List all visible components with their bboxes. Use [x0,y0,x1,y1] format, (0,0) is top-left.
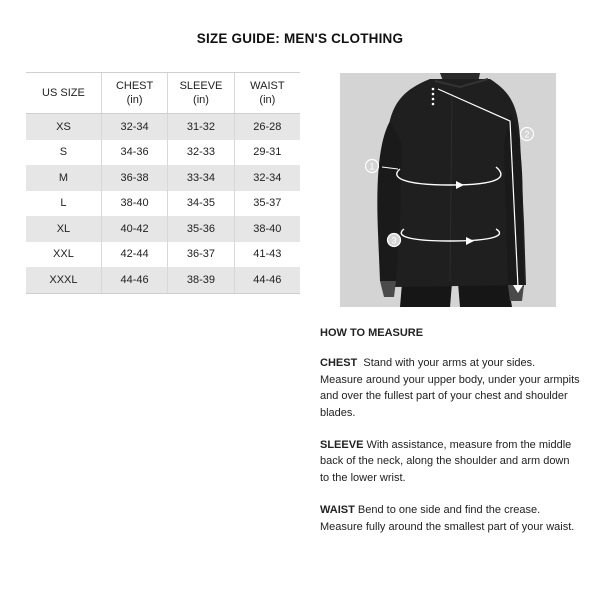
waist-instruction [320,502,580,535]
waist-cell: 41-43 [234,242,300,268]
header-label: WAIST [250,80,285,92]
header-waist [234,73,300,114]
marker-2 [521,128,534,141]
header-label: SLEEVE [179,80,223,92]
sleeve-cell: 38-39 [168,267,234,293]
sleeve-instruction [320,437,580,486]
chest-instruction [320,355,583,421]
instruction-text: With assistance, measure from the middle back of the neck, along the shoulder and arm down to the lower wrist. [320,439,575,484]
size-cell: L [60,197,67,210]
waist-cell: 29-31 [234,140,300,166]
header-label: US SIZE [42,87,85,99]
table-row [26,242,300,268]
how-to-measure-heading: HOW TO MEASURE [320,327,424,339]
header-unit: (in) [193,94,209,106]
table-row [26,140,300,166]
header-label: CHEST [115,80,154,92]
size-table [26,72,300,294]
marker-3-label: 3 [391,235,397,246]
table-row [26,114,300,140]
page-title: SIZE GUIDE: MEN'S CLOTHING [196,31,404,46]
table-row [26,267,300,293]
chest-cell: 38-40 [101,191,167,217]
header-unit: (in) [259,94,276,106]
size-cell: M [26,165,101,191]
waist-cell: 26-28 [234,114,300,140]
size-cell: S [59,146,68,159]
waist-cell: 44-46 [234,267,300,293]
sleeve-cell: 32-33 [168,140,234,166]
marker-3 [388,234,401,247]
instruction-term: WAIST [320,504,355,517]
table-row [26,191,300,217]
sleeve-cell: 33-34 [168,165,234,191]
waist-cell: 35-37 [234,191,300,217]
instruction-term: SLEEVE [320,439,364,452]
header-us-size [26,73,101,114]
chest-cell: 40-42 [101,216,167,242]
table-row [26,165,300,191]
chest-cell: 32-34 [101,114,167,140]
waist-cell: 32-34 [234,165,300,191]
leg-right-shape [458,283,512,307]
instruction-text: Stand with your arms at your sides. Measure around your upper body, under your armpits and over the fullest part of your chest and shoulder blades. [320,357,583,419]
marker-2-label: 2 [524,129,530,140]
chest-cell: 36-38 [101,165,167,191]
instruction-term: CHEST [320,357,358,370]
chest-cell: 44-46 [101,267,167,293]
marker-1 [366,160,379,173]
how-to-measure-section [320,325,583,551]
header-sleeve [168,73,234,114]
measurement-photo [340,73,556,307]
sleeve-cell: 34-35 [168,191,234,217]
header-unit: (in) [126,94,143,106]
table-row [26,216,300,242]
table-header-row [26,73,300,114]
size-cell: XXXL [26,267,101,293]
size-cell: XL [26,216,101,242]
waist-cell: 38-40 [234,216,300,242]
chest-cell: 34-36 [101,140,167,166]
size-cell: XS [26,114,101,140]
size-cell: XXL [53,248,74,261]
sleeve-cell: 31-32 [168,114,234,140]
header-chest [101,73,167,114]
sleeve-cell: 36-37 [168,242,234,268]
chest-cell: 42-44 [101,242,167,268]
sleeve-cell: 35-36 [168,216,234,242]
instruction-text: Bend to one side and find the crease. Measure fully around the smallest part of your waist. [320,504,575,533]
marker-1-label: 1 [369,161,375,172]
